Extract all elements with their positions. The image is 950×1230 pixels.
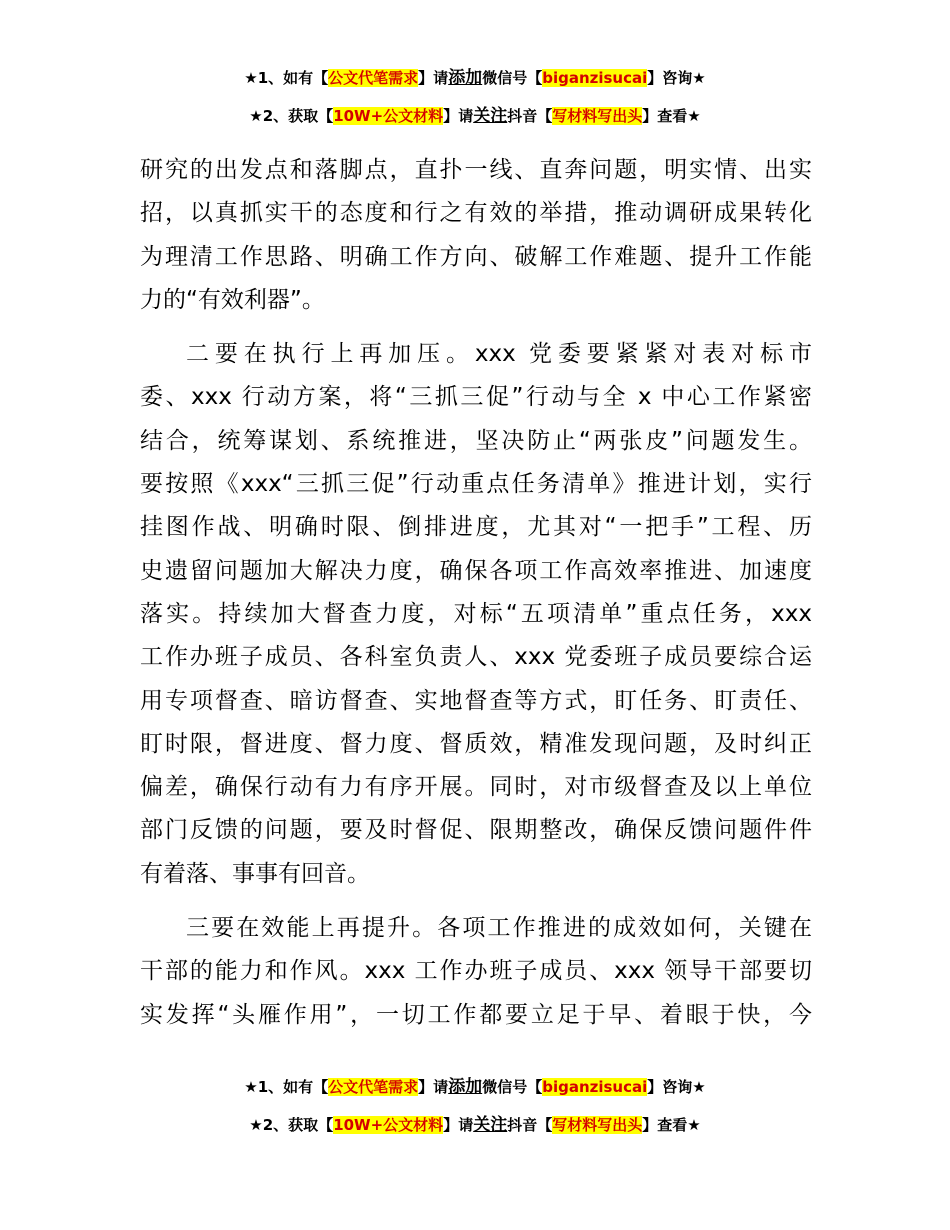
text-line: 有着落、事事有回音。 <box>140 860 370 887</box>
text-line: 部门反馈的问题，要及时督促、限期整改，确保反馈问题件件 <box>140 817 812 844</box>
text-line: 偏差，确保行动有力有序开展。同时，对市级督查及以上单位 <box>140 774 812 801</box>
banner-emphasis-follow: 关注 <box>473 1115 508 1135</box>
banner-text: 微信号【 <box>482 69 543 87</box>
text-line: 为理清工作思路、明确工作方向、破解工作难题、提升工作能 <box>140 243 812 270</box>
banner-text: 】请 <box>418 1078 449 1096</box>
highlight-ghostwriting: 公文代笔需求 <box>328 69 419 87</box>
text-line: 招，以真抓实干的态度和行之有效的举措，推动调研成果转化 <box>140 200 812 227</box>
header-banner-line-2 <box>0 106 950 126</box>
banner-text: 抖音【 <box>507 107 553 125</box>
highlight-ghostwriting: 公文代笔需求 <box>328 1078 419 1096</box>
highlight-douyin-account: 写材料写出头 <box>552 1116 643 1134</box>
banner-text: 】查看★ <box>642 1116 701 1134</box>
banner-text: 】咨询★ <box>647 1078 706 1096</box>
highlight-douyin-account: 写材料写出头 <box>552 107 643 125</box>
text-line: 挂图作战、明确时限、倒排进度，尤其对“一把手”工程、历 <box>140 514 812 541</box>
text-line: 干部的能力和作风。xxx 工作办班子成员、xxx 领导干部要切 <box>140 958 812 985</box>
banner-text: 】查看★ <box>642 107 701 125</box>
text-line: 工作办班子成员、各科室负责人、xxx 党委班子成员要综合运 <box>140 644 812 671</box>
banner-text: 】咨询★ <box>647 69 706 87</box>
text-line: 实发挥“头雁作用”，一切工作都要立足于早、着眼于快，今 <box>140 1001 812 1028</box>
banner-text: ★1、如有【 <box>244 69 329 87</box>
text-line: 盯时限，督进度、督力度、督质效，精准发现问题，及时纠正 <box>140 730 812 757</box>
banner-text: ★2、获取【 <box>249 107 334 125</box>
banner-emphasis-add: 添加 <box>448 68 483 88</box>
banner-text: 】请 <box>443 107 474 125</box>
banner-text: ★1、如有【 <box>244 1078 329 1096</box>
banner-emphasis-follow: 关注 <box>473 106 508 126</box>
text-line: 要按照《xxx“三抓三促”行动重点任务清单》推进计划，实行 <box>140 471 812 498</box>
text-line: 三要在效能上再提升。各项工作推进的成效如何，关键在 <box>186 915 812 942</box>
highlight-materials: 10W+公文材料 <box>333 1116 444 1134</box>
text-line: 力的“有效利器”。 <box>140 286 325 313</box>
highlight-wechat-id: biganzisucai <box>542 1078 648 1096</box>
banner-text: 】请 <box>418 69 449 87</box>
banner-emphasis-add: 添加 <box>448 1077 483 1097</box>
banner-text: ★2、获取【 <box>249 1116 334 1134</box>
text-line: 委、xxx 行动方案，将“三抓三促”行动与全 x 中心工作紧密 <box>140 384 812 411</box>
paragraph-3 <box>140 907 812 1037</box>
text-line: 落实。持续加大督查力度，对标“五项清单”重点任务，xxx <box>140 600 812 627</box>
banner-text: 微信号【 <box>482 1078 543 1096</box>
document-body <box>140 149 812 1037</box>
header-banner-line-1 <box>0 68 950 88</box>
footer-banner-line-2 <box>0 1115 950 1135</box>
text-line: 二要在执行上再加压。xxx 党委要紧紧对表对标市 <box>186 341 812 368</box>
paragraph-2 <box>140 333 812 896</box>
text-line: 史遗留问题加大解决力度，确保各项工作高效率推进、加速度 <box>140 557 812 584</box>
text-line: 结合，统筹谋划、系统推进，坚决防止“两张皮”问题发生。 <box>140 427 812 454</box>
footer-banner-line-1 <box>0 1077 950 1097</box>
text-line: 研究的出发点和落脚点，直扑一线、直奔问题，明实情、出实 <box>140 157 812 183</box>
highlight-wechat-id: biganzisucai <box>542 69 648 87</box>
paragraph-1 <box>140 149 812 322</box>
banner-text: 抖音【 <box>507 1116 553 1134</box>
text-line: 用专项督查、暗访督查、实地督查等方式，盯任务、盯责任、 <box>140 687 812 714</box>
highlight-materials: 10W+公文材料 <box>333 107 444 125</box>
banner-text: 】请 <box>443 1116 474 1134</box>
